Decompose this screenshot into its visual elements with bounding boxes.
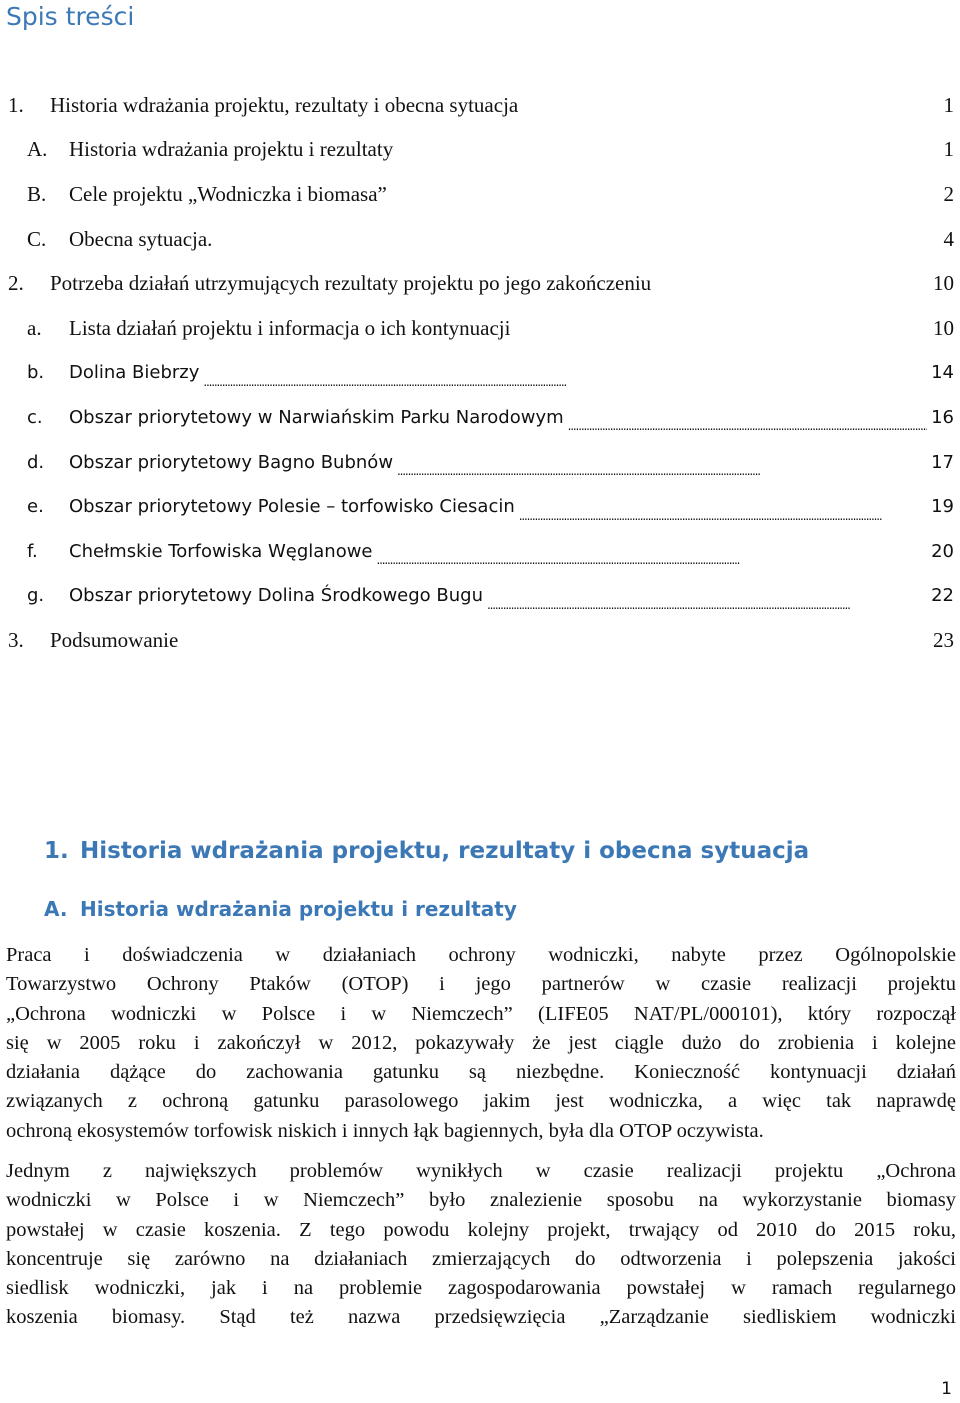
paragraph-line: Towarzystwo Ochrony Ptaków (OTOP) i jego partnerów w czasie realizacji projektu — [6, 973, 956, 996]
toc-entry-page: 23 — [933, 627, 954, 652]
toc-entry[interactable] — [8, 484, 954, 529]
toc-leader-dots — [377, 548, 928, 564]
paragraph-line: ochroną ekosystemów torfowisk niskich i innych łąk bagiennych, była dla OTOP oczywista. — [6, 1119, 764, 1142]
paragraph-line: powstałej w czasie koszenia. Z tego powodu kolejny projekt, trwający od 2010 do 2015 roku, — [6, 1218, 956, 1241]
toc-entry-number: 2. — [8, 271, 24, 296]
toc-leader-dots — [397, 147, 939, 163]
toc-entry-label: Obszar priorytetowy Dolina Środkowego Bugu — [69, 585, 484, 607]
toc-entry-label: Obszar priorytetowy Polesie – torfowisko Ciesacin — [69, 496, 515, 518]
toc-entry-number: b. — [27, 362, 45, 384]
section-heading — [44, 835, 809, 867]
toc-entry-number: e. — [27, 496, 44, 518]
toc-entry[interactable] — [8, 440, 954, 485]
toc-entry[interactable] — [8, 351, 954, 396]
toc-entry[interactable] — [8, 83, 954, 128]
toc-entry[interactable] — [8, 529, 954, 574]
toc-entry-page: 2 — [943, 181, 954, 206]
paragraph-line: koszenia biomasy. Stąd też nazwa przedsięwzięcia „Zarządzanie siedliskiem wodniczki — [6, 1306, 956, 1329]
paragraph-line: „Ochrona wodniczki w Polsce i w Niemczech” (LIFE05 NAT/PL/000101), który rozpoczął — [6, 1002, 956, 1025]
toc-entry-number: C. — [27, 226, 47, 251]
paragraph-line: Jednym z największych problemów wynikłych w czasie realizacji projektu „Ochrona — [6, 1160, 956, 1182]
paragraph-line: Praca i doświadczenia w działaniach ochrony wodniczki, nabyte przez Ogólnopolskie — [6, 944, 956, 966]
toc-entry-number: 3. — [8, 627, 24, 652]
toc-entry-page: 14 — [931, 362, 954, 384]
toc-leader-dots — [391, 191, 940, 207]
toc-entry-page: 19 — [931, 496, 954, 518]
section-heading-number: 1. — [44, 838, 69, 864]
toc-entry-label: Chełmskie Torfowiska Węglanowe — [69, 540, 373, 562]
toc-entry-number: g. — [27, 585, 45, 607]
subsection-heading-number: A. — [44, 897, 68, 921]
paragraph-line: koncentruje się zarówno na działaniach zmierzających do odtworzenia i polepszenia jakości — [6, 1247, 956, 1270]
toc-entry-label: Obecna sytuacja. — [69, 226, 213, 251]
toc-entry-page: 1 — [943, 137, 954, 162]
paragraph-line: wodniczki w Polsce i w Niemczech” było znalezienie sposobu na wykorzystanie biomasy — [6, 1189, 956, 1212]
toc-entry[interactable] — [8, 128, 954, 173]
toc-entry[interactable] — [8, 261, 954, 306]
toc-leader-dots — [487, 593, 927, 609]
toc-entry-number: d. — [27, 451, 45, 473]
toc-leader-dots — [568, 414, 927, 430]
toc-entry-number: f. — [27, 540, 38, 562]
toc-entry[interactable] — [8, 618, 954, 663]
section-heading-text: Historia wdrażania projektu, rezultaty i obecna sytuacja — [80, 838, 810, 864]
paragraph-line: się w 2005 roku i zakończył w 2012, pokazywały że jest ciągle dużo do zrobienia i kolejne — [6, 1031, 956, 1054]
paragraph-line: związanych z ochroną gatunku parasolowego jakim jest wodniczka, a więc tak naprawdę — [6, 1090, 956, 1113]
toc-leader-dots — [397, 459, 927, 475]
toc-entry-label: Dolina Biebrzy — [69, 362, 200, 384]
toc-entry-label: Historia wdrażania projektu, rezultaty i obecna sytuacja — [50, 92, 519, 117]
toc-entry-label: Lista działań projektu i informacja o ich kontynuacji — [69, 315, 511, 340]
toc-entry-label: Obszar priorytetowy w Narwiańskim Parku Narodowym — [69, 406, 564, 428]
body-paragraph — [6, 1157, 956, 1333]
toc-entry-page: 10 — [933, 271, 954, 296]
toc-leader-dots — [514, 325, 929, 341]
toc-leader-dots — [519, 504, 927, 520]
toc-entry-page: 1 — [943, 92, 954, 117]
toc-entry-number: c. — [27, 406, 43, 428]
toc-entry-number: A. — [27, 137, 48, 162]
toc-entry-page: 4 — [943, 226, 954, 251]
subsection-heading — [44, 894, 517, 924]
toc-entry[interactable] — [8, 217, 954, 262]
toc-leader-dots — [182, 637, 929, 653]
toc-entry[interactable] — [8, 395, 954, 440]
toc-entry-label: Historia wdrażania projektu i rezultaty — [69, 137, 394, 162]
toc-entry-page: 22 — [931, 585, 954, 607]
toc-leader-dots — [203, 370, 927, 386]
toc-entry-label: Cele projektu „Wodniczka i biomasa” — [69, 181, 387, 206]
toc-leader-dots — [522, 102, 939, 118]
toc-entry[interactable] — [8, 172, 954, 217]
toc-entry-page: 16 — [931, 406, 954, 428]
table-of-contents — [8, 83, 954, 663]
toc-leader-dots — [655, 281, 929, 297]
toc-leader-dots — [216, 236, 939, 252]
body-paragraph — [6, 941, 956, 1146]
toc-entry-number: a. — [27, 315, 42, 340]
toc-entry-label: Obszar priorytetowy Bagno Bubnów — [69, 451, 394, 473]
subsection-heading-text: Historia wdrażania projektu i rezultaty — [80, 897, 517, 921]
toc-entry-page: 17 — [931, 451, 954, 473]
paragraph-line: działania dążące do zachowania gatunku są niezbędne. Konieczność kontynuacji działań — [6, 1061, 956, 1084]
toc-entry-label: Potrzeba działań utrzymujących rezultaty projektu po jego zakończeniu — [50, 271, 652, 296]
toc-entry-page: 10 — [933, 315, 954, 340]
toc-title: Spis treści — [6, 2, 135, 31]
toc-entry-label: Podsumowanie — [50, 627, 179, 652]
page-number: 1 — [941, 1379, 952, 1399]
toc-entry-number: 1. — [8, 92, 24, 117]
paragraph-line: siedlisk wodniczki, jak i na problemie zagospodarowania powstałej w ramach regularnego — [6, 1277, 956, 1300]
toc-entry-page: 20 — [931, 540, 954, 562]
toc-entry[interactable] — [8, 574, 954, 619]
toc-entry[interactable] — [8, 306, 954, 351]
toc-entry-number: B. — [27, 181, 47, 206]
